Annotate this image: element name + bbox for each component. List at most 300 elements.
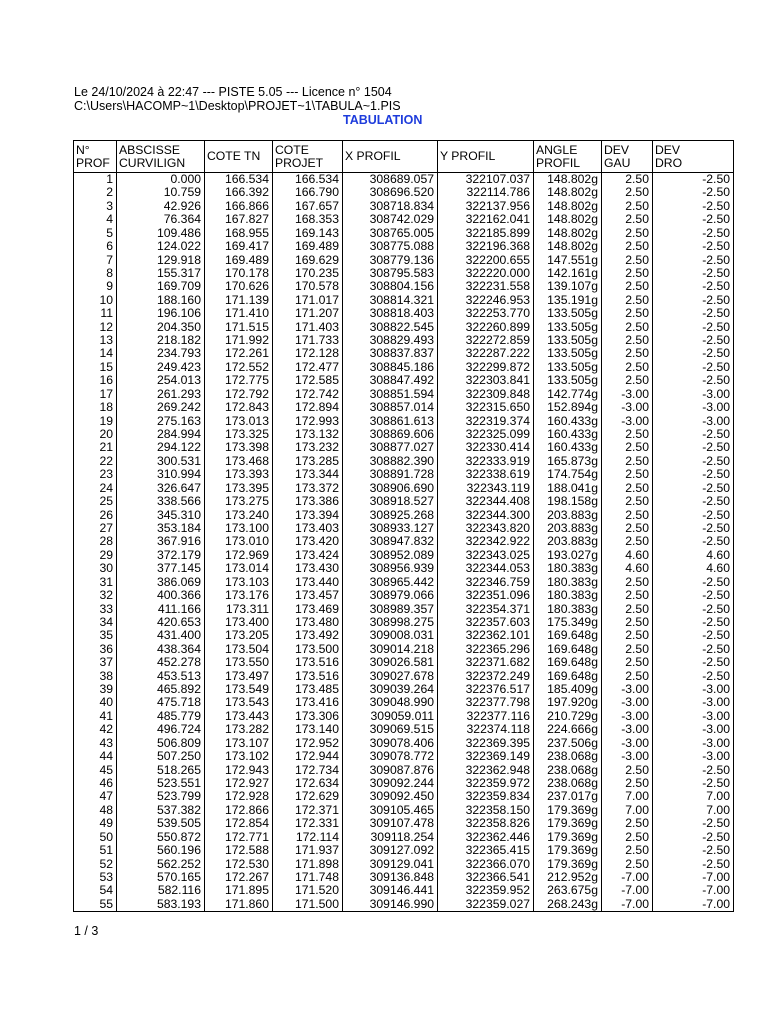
table-cell: 173.132 [273, 428, 343, 441]
table-cell: 133.505g [534, 307, 602, 320]
table-row [74, 374, 734, 387]
table-cell: -3.00 [602, 415, 653, 428]
table-cell: 452.278 [117, 656, 205, 669]
table-cell: 2.50 [602, 240, 653, 253]
column-header-text: DRO [655, 155, 683, 170]
column-header [74, 141, 117, 173]
table-cell: 4.60 [602, 562, 653, 575]
table-cell: -3.00 [653, 401, 734, 414]
table-cell: 169.709 [117, 280, 205, 293]
table-cell: 308742.029 [343, 213, 438, 226]
table-cell: 172.928 [205, 790, 273, 803]
table-row [74, 683, 734, 696]
table-cell: 173.100 [205, 522, 273, 535]
table-cell: 309127.092 [343, 844, 438, 857]
table-cell: 8 [74, 267, 117, 280]
table-cell: 173.500 [273, 643, 343, 656]
table-cell: 31 [74, 576, 117, 589]
table-cell: 171.895 [205, 884, 273, 897]
table-cell: -3.00 [653, 723, 734, 736]
table-cell: 2.50 [602, 267, 653, 280]
table-cell: 197.920g [534, 696, 602, 709]
table-cell: 309078.772 [343, 750, 438, 763]
table-cell: 308998.275 [343, 616, 438, 629]
table-cell: 309107.478 [343, 817, 438, 830]
table-cell: 322362.948 [438, 764, 534, 777]
table-cell: 322362.101 [438, 629, 534, 642]
table-cell: 160.433g [534, 428, 602, 441]
table-cell: -2.50 [653, 441, 734, 454]
table-cell: 173.311 [205, 603, 273, 616]
table-cell: 322369.395 [438, 737, 534, 750]
table-cell: 173.497 [205, 670, 273, 683]
table-body [74, 173, 734, 912]
table-cell: 5 [74, 227, 117, 240]
table-cell: 400.366 [117, 589, 205, 602]
table-cell: 1 [74, 173, 117, 187]
table-cell: 133.505g [534, 321, 602, 334]
table-cell: 169.648g [534, 670, 602, 683]
table-cell: -3.00 [653, 696, 734, 709]
table-cell: 25 [74, 495, 117, 508]
table-cell: 43 [74, 737, 117, 750]
table-row [74, 267, 734, 280]
table-cell: 7.00 [602, 804, 653, 817]
table-cell: 172.943 [205, 764, 273, 777]
table-row [74, 858, 734, 871]
table-cell: 322343.820 [438, 522, 534, 535]
table-cell: 6 [74, 240, 117, 253]
table-row [74, 562, 734, 575]
table-cell: 308947.832 [343, 535, 438, 548]
table-cell: 326.647 [117, 482, 205, 495]
table-cell: 309146.441 [343, 884, 438, 897]
table-cell: -2.50 [653, 240, 734, 253]
table-cell: 42.926 [117, 200, 205, 213]
table-cell: 2.50 [602, 254, 653, 267]
table-row [74, 603, 734, 616]
table-cell: 2.50 [602, 589, 653, 602]
column-header-text: COTE [275, 142, 309, 157]
table-cell: 54 [74, 884, 117, 897]
table-cell: 169.417 [205, 240, 273, 253]
column-header-text: GAU [604, 155, 631, 170]
table-cell: 173.403 [273, 522, 343, 535]
table-row [74, 347, 734, 360]
table-cell: -2.50 [653, 576, 734, 589]
table-cell: 39 [74, 683, 117, 696]
table-cell: 32 [74, 589, 117, 602]
table-cell: 309048.990 [343, 696, 438, 709]
table-cell: 308851.594 [343, 388, 438, 401]
table-cell: 308718.834 [343, 200, 438, 213]
table-cell: 309027.678 [343, 670, 438, 683]
table-cell: 224.666g [534, 723, 602, 736]
table-cell: -3.00 [602, 750, 653, 763]
table-row [74, 173, 734, 187]
table-cell: 2.50 [602, 817, 653, 830]
table-cell: 171.992 [205, 334, 273, 347]
table-cell: 308882.390 [343, 455, 438, 468]
table-cell: 188.041g [534, 482, 602, 495]
table-cell: 173.504 [205, 643, 273, 656]
table-cell: 308779.136 [343, 254, 438, 267]
table-cell: 169.629 [273, 254, 343, 267]
table-cell: 308877.027 [343, 441, 438, 454]
table-cell: 308891.728 [343, 468, 438, 481]
table-cell: 173.549 [205, 683, 273, 696]
table-cell: 47 [74, 790, 117, 803]
table-cell: 2.50 [602, 777, 653, 790]
table-cell: 170.578 [273, 280, 343, 293]
table-cell: 308952.089 [343, 549, 438, 562]
table-cell: -2.50 [653, 267, 734, 280]
table-cell: 171.500 [273, 898, 343, 912]
table-cell: 172.585 [273, 374, 343, 387]
table-row [74, 777, 734, 790]
table-cell: -2.50 [653, 589, 734, 602]
table-cell: 20 [74, 428, 117, 441]
table-cell: 172.128 [273, 347, 343, 360]
table-cell: 185.409g [534, 683, 602, 696]
table-cell: 171.139 [205, 294, 273, 307]
table-cell: 148.802g [534, 173, 602, 187]
table-cell: 322365.296 [438, 643, 534, 656]
table-cell: 171.520 [273, 884, 343, 897]
table-cell: -2.50 [653, 643, 734, 656]
table-cell: 27 [74, 522, 117, 535]
table-cell: 173.393 [205, 468, 273, 481]
table-cell: 2 [74, 186, 117, 199]
table-cell: 170.626 [205, 280, 273, 293]
table-cell: -3.00 [602, 683, 653, 696]
table-cell: 173.013 [205, 415, 273, 428]
table-cell: 179.369g [534, 844, 602, 857]
table-cell: 550.872 [117, 831, 205, 844]
table-cell: 582.116 [117, 884, 205, 897]
table-cell: 148.802g [534, 227, 602, 240]
table-cell: -3.00 [602, 710, 653, 723]
table-cell: 23 [74, 468, 117, 481]
table-row [74, 670, 734, 683]
table-row [74, 831, 734, 844]
table-cell: 2.50 [602, 858, 653, 871]
table-cell: -2.50 [653, 254, 734, 267]
table-cell: 172.331 [273, 817, 343, 830]
column-header-text: Y PROFIL [440, 149, 496, 163]
table-cell: 173.394 [273, 509, 343, 522]
table-cell: 2.50 [602, 468, 653, 481]
table-row [74, 576, 734, 589]
table-cell: 2.50 [602, 576, 653, 589]
table-cell: -2.50 [653, 307, 734, 320]
table-cell: 562.252 [117, 858, 205, 871]
table-cell: -2.50 [653, 509, 734, 522]
table-cell: 309026.581 [343, 656, 438, 669]
table-cell: -7.00 [602, 884, 653, 897]
table-cell: 171.403 [273, 321, 343, 334]
table-cell: 322346.759 [438, 576, 534, 589]
table-cell: 322309.848 [438, 388, 534, 401]
table-cell: 172.114 [273, 831, 343, 844]
table-cell: 308925.268 [343, 509, 438, 522]
table-row [74, 401, 734, 414]
table-cell: 173.543 [205, 696, 273, 709]
table-cell: 322366.070 [438, 858, 534, 871]
table-cell: 4.60 [653, 549, 734, 562]
table-cell: 173.275 [205, 495, 273, 508]
table-cell: 160.433g [534, 415, 602, 428]
table-cell: 309136.848 [343, 871, 438, 884]
table-cell: 322344.408 [438, 495, 534, 508]
table-cell: 322231.558 [438, 280, 534, 293]
table-cell: 275.163 [117, 415, 205, 428]
table-cell: 169.489 [205, 254, 273, 267]
table-cell: 172.843 [205, 401, 273, 414]
table-cell: 172.927 [205, 777, 273, 790]
table-cell: -2.50 [653, 428, 734, 441]
table-cell: 322377.116 [438, 710, 534, 723]
table-row [74, 804, 734, 817]
table-cell: 411.166 [117, 603, 205, 616]
table-cell: 172.792 [205, 388, 273, 401]
table-cell: 322377.798 [438, 696, 534, 709]
table-row [74, 643, 734, 656]
table-cell: 4 [74, 213, 117, 226]
table-cell: 237.017g [534, 790, 602, 803]
column-header [343, 141, 438, 173]
table-row [74, 361, 734, 374]
table-cell: 308696.520 [343, 186, 438, 199]
table-row [74, 884, 734, 897]
table-cell: 172.969 [205, 549, 273, 562]
table-cell: -2.50 [653, 616, 734, 629]
table-cell: 7.00 [653, 804, 734, 817]
table-cell: 308689.057 [343, 173, 438, 187]
table-cell: 168.353 [273, 213, 343, 226]
table-cell: 167.827 [205, 213, 273, 226]
table-cell: 172.734 [273, 764, 343, 777]
table-cell: 37 [74, 656, 117, 669]
table-cell: 172.477 [273, 361, 343, 374]
table-cell: 142.161g [534, 267, 602, 280]
table-cell: -3.00 [653, 683, 734, 696]
column-header-text: ANGLE [536, 142, 578, 157]
table-cell: 12 [74, 321, 117, 334]
table-cell: 2.50 [602, 294, 653, 307]
table-cell: 41 [74, 710, 117, 723]
table-cell: -3.00 [653, 750, 734, 763]
table-cell: 29 [74, 549, 117, 562]
table-cell: 148.802g [534, 186, 602, 199]
table-cell: 537.382 [117, 804, 205, 817]
table-cell: 2.50 [602, 213, 653, 226]
table-cell: 322333.919 [438, 455, 534, 468]
table-cell: -2.50 [653, 294, 734, 307]
table-row [74, 280, 734, 293]
table-cell: 179.369g [534, 804, 602, 817]
table-cell: 2.50 [602, 200, 653, 213]
table-cell: 172.993 [273, 415, 343, 428]
table-cell: 309078.406 [343, 737, 438, 750]
column-header [205, 141, 273, 173]
table-cell: -7.00 [602, 871, 653, 884]
table-cell: 212.952g [534, 871, 602, 884]
table-cell: 173.468 [205, 455, 273, 468]
table-cell: -2.50 [653, 831, 734, 844]
table-cell: 308818.403 [343, 307, 438, 320]
table-cell: 308918.527 [343, 495, 438, 508]
table-cell: 166.534 [205, 173, 273, 187]
column-header [534, 141, 602, 173]
page-number: 1 / 3 [74, 924, 99, 938]
table-cell: 169.648g [534, 656, 602, 669]
table-cell: 2.50 [602, 670, 653, 683]
table-cell: 322253.770 [438, 307, 534, 320]
table-cell: 167.657 [273, 200, 343, 213]
table-cell: -2.50 [653, 200, 734, 213]
table-cell: 51 [74, 844, 117, 857]
table-cell: 40 [74, 696, 117, 709]
table-cell: 169.143 [273, 227, 343, 240]
table-cell: 171.515 [205, 321, 273, 334]
table-cell: 309092.450 [343, 790, 438, 803]
file-path: C:\Users\HACOMP~1\Desktop\PROJET~1\TABULA~1.PIS [74, 99, 401, 113]
table-cell: -2.50 [653, 535, 734, 548]
table-cell: 309087.876 [343, 764, 438, 777]
table-cell: 170.235 [273, 267, 343, 280]
table-cell: 308845.186 [343, 361, 438, 374]
table-cell: 129.918 [117, 254, 205, 267]
table-cell: -2.50 [653, 629, 734, 642]
table-cell: 309092.244 [343, 777, 438, 790]
table-cell: 322200.655 [438, 254, 534, 267]
table-cell: 523.551 [117, 777, 205, 790]
table-cell: 322359.952 [438, 884, 534, 897]
table-cell: 322371.682 [438, 656, 534, 669]
table-cell: -2.50 [653, 844, 734, 857]
table-row [74, 240, 734, 253]
table-cell: 496.724 [117, 723, 205, 736]
table-cell: 142.774g [534, 388, 602, 401]
table-cell: 2.50 [602, 455, 653, 468]
table-cell: 322374.118 [438, 723, 534, 736]
table-cell: 133.505g [534, 374, 602, 387]
table-cell: 2.50 [602, 616, 653, 629]
table-cell: 438.364 [117, 643, 205, 656]
table-cell: 2.50 [602, 321, 653, 334]
table-row [74, 455, 734, 468]
table-cell: -3.00 [602, 696, 653, 709]
table-cell: 309059.011 [343, 710, 438, 723]
table-cell: 171.860 [205, 898, 273, 912]
table-cell: -3.00 [602, 388, 653, 401]
table-cell: -2.50 [653, 777, 734, 790]
column-header-text: CURVILIGN [119, 155, 186, 170]
table-cell: 172.742 [273, 388, 343, 401]
table-cell: 203.883g [534, 535, 602, 548]
table-cell: 21 [74, 441, 117, 454]
table-row [74, 428, 734, 441]
page-title: TABULATION [343, 113, 423, 127]
table-row [74, 790, 734, 803]
table-cell: 308795.583 [343, 267, 438, 280]
table-cell: 11 [74, 307, 117, 320]
table-cell: 173.232 [273, 441, 343, 454]
table-cell: 308822.545 [343, 321, 438, 334]
table-cell: 173.386 [273, 495, 343, 508]
table-cell: 148.802g [534, 200, 602, 213]
table-cell: 269.242 [117, 401, 205, 414]
table-row [74, 616, 734, 629]
table-cell: 10 [74, 294, 117, 307]
table-cell: 173.516 [273, 670, 343, 683]
table-cell: 2.50 [602, 334, 653, 347]
table-cell: 322365.415 [438, 844, 534, 857]
table-cell: -2.50 [653, 361, 734, 374]
table-cell: 322362.446 [438, 831, 534, 844]
table-cell: 322287.222 [438, 347, 534, 360]
table-cell: 2.50 [602, 764, 653, 777]
table-cell: 48 [74, 804, 117, 817]
table-cell: 372.179 [117, 549, 205, 562]
table-cell: 308775.088 [343, 240, 438, 253]
table-cell: -2.50 [653, 213, 734, 226]
column-header-text: DEV [655, 142, 681, 157]
table-cell: 45 [74, 764, 117, 777]
table-cell: -2.50 [653, 334, 734, 347]
table-cell: 2.50 [602, 831, 653, 844]
table-cell: 322185.899 [438, 227, 534, 240]
table-cell: 322359.972 [438, 777, 534, 790]
table-row [74, 522, 734, 535]
table-cell: 173.325 [205, 428, 273, 441]
table-row [74, 307, 734, 320]
table-cell: 254.013 [117, 374, 205, 387]
table-cell: 2.50 [602, 428, 653, 441]
table-cell: 173.400 [205, 616, 273, 629]
table-cell: 238.068g [534, 750, 602, 763]
table-cell: 172.866 [205, 804, 273, 817]
table-cell: 322358.150 [438, 804, 534, 817]
table-cell: 36 [74, 643, 117, 656]
table-cell: 210.729g [534, 710, 602, 723]
table-cell: 166.534 [273, 173, 343, 187]
table-cell: 124.022 [117, 240, 205, 253]
table-row [74, 737, 734, 750]
table-cell: 309146.990 [343, 898, 438, 912]
table-cell: 172.894 [273, 401, 343, 414]
table-cell: 322343.025 [438, 549, 534, 562]
table-row [74, 227, 734, 240]
table-cell: 19 [74, 415, 117, 428]
table-cell: 475.718 [117, 696, 205, 709]
column-header [653, 141, 734, 173]
table-cell: 308814.321 [343, 294, 438, 307]
table-cell: -2.50 [653, 186, 734, 199]
table-cell: 173.492 [273, 629, 343, 642]
table-cell: 166.866 [205, 200, 273, 213]
table-cell: 173.240 [205, 509, 273, 522]
table-cell: 322272.859 [438, 334, 534, 347]
table-cell: 55 [74, 898, 117, 912]
table-cell: 173.282 [205, 723, 273, 736]
table-cell: -2.50 [653, 173, 734, 187]
table-cell: 204.350 [117, 321, 205, 334]
table-cell: 249.423 [117, 361, 205, 374]
table-cell: -2.50 [653, 670, 734, 683]
table-cell: 570.165 [117, 871, 205, 884]
